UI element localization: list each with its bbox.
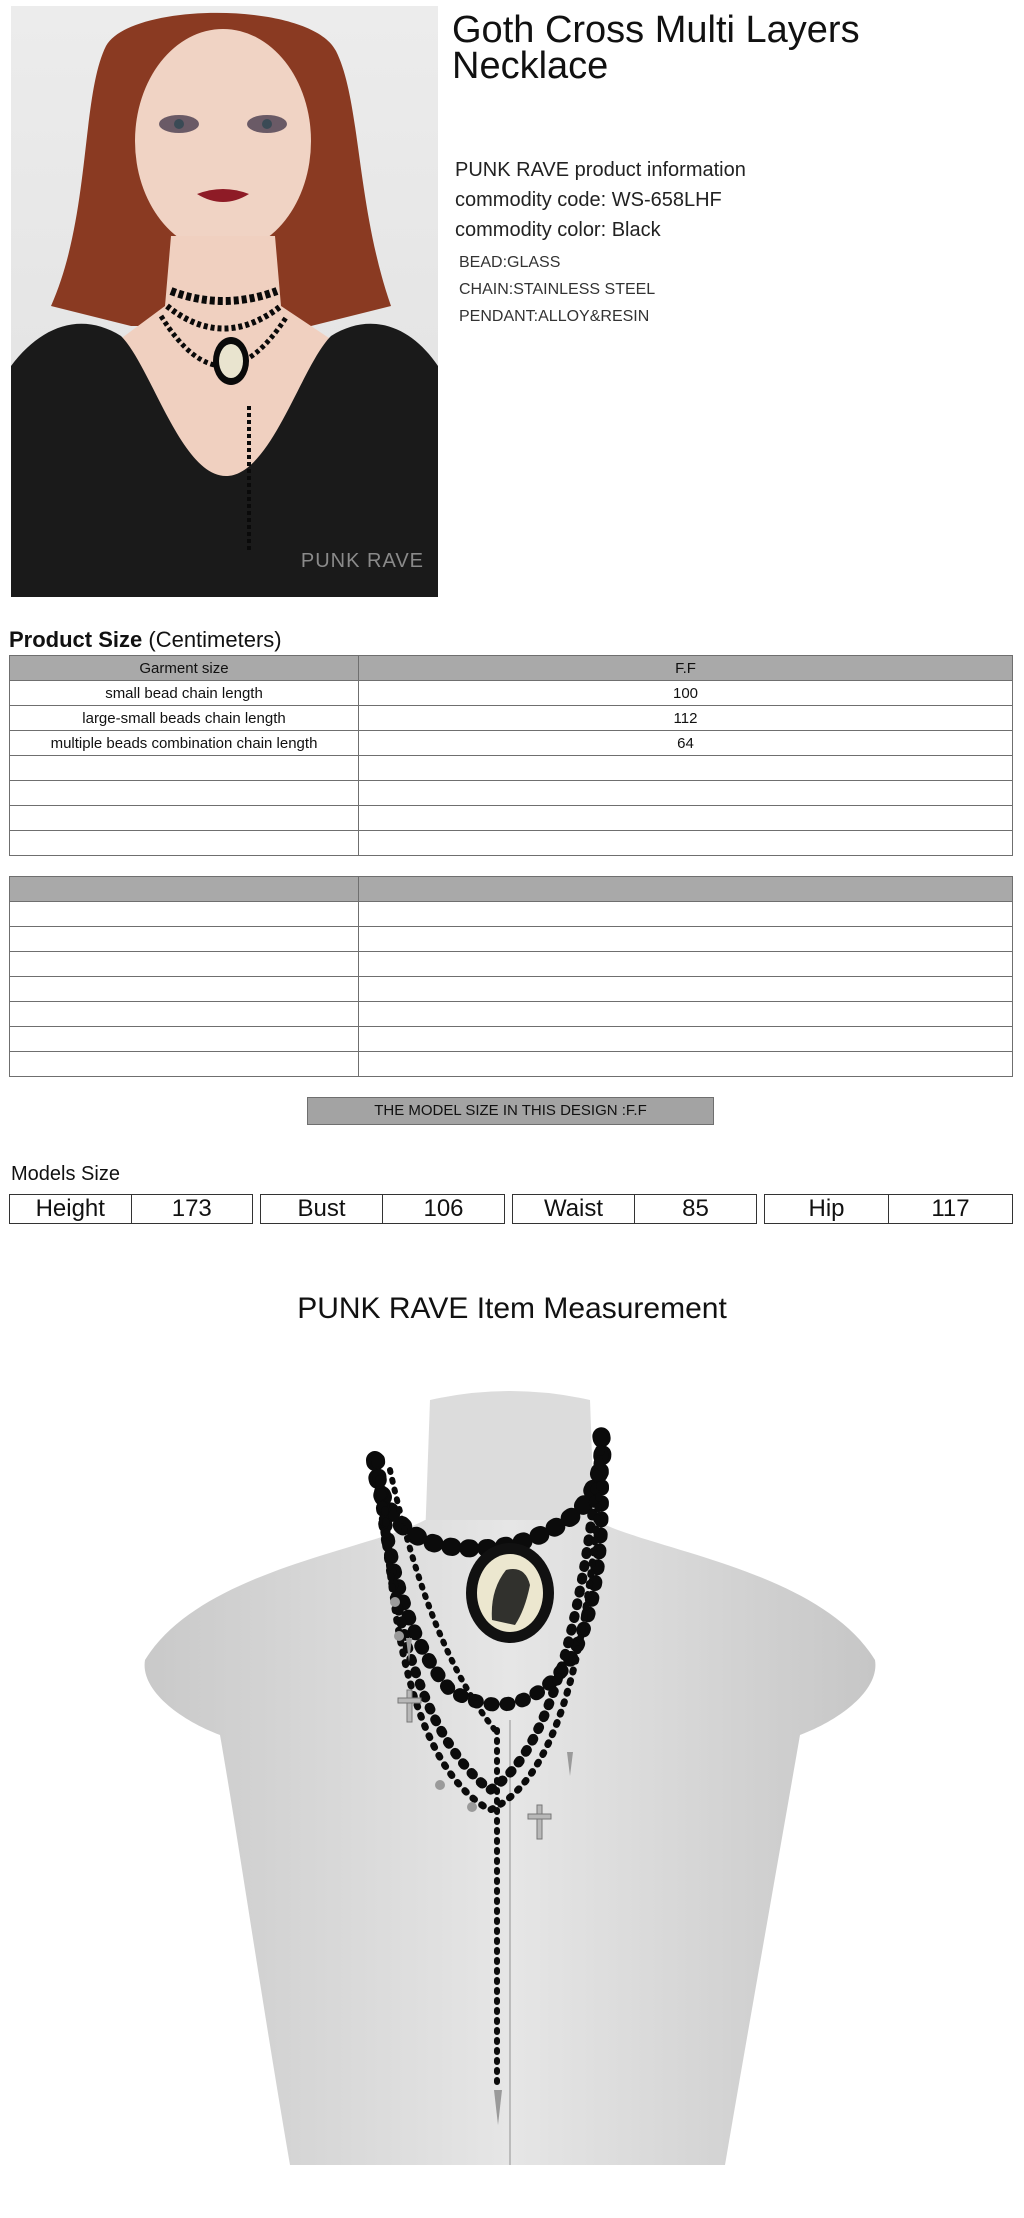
measure-value: 117	[931, 1195, 970, 1222]
measure-value: 106	[423, 1195, 464, 1222]
product-info	[455, 155, 995, 245]
row-label: multiple beads combination chain length	[10, 731, 359, 756]
empty-row	[10, 1002, 1013, 1027]
models-size-label: Models Size	[11, 1163, 120, 1185]
measure-label: Height	[10, 1195, 132, 1223]
table-row	[10, 731, 1013, 756]
empty-row	[10, 952, 1013, 977]
row-value: 100	[359, 681, 1013, 706]
spec-pendant: PENDANT:ALLOY&RESIN	[459, 308, 650, 325]
row-label: small bead chain length	[10, 681, 359, 706]
model-photo	[11, 6, 438, 597]
spec-bead: BEAD:GLASS	[459, 254, 561, 271]
commodity-color: commodity color: Black	[455, 219, 661, 241]
info-heading: PUNK RAVE product information	[455, 159, 746, 181]
extra-size-table	[9, 876, 1013, 1077]
measure-bust	[260, 1194, 505, 1224]
photo-watermark: PUNK RAVE	[300, 550, 424, 572]
measure-label: Hip	[765, 1195, 889, 1223]
measure-label: Waist	[513, 1195, 635, 1223]
measure-height	[9, 1194, 253, 1224]
empty-row	[10, 1052, 1013, 1077]
empty-row	[10, 806, 1013, 831]
measurement-title: PUNK RAVE Item Measurement	[297, 1292, 727, 1325]
empty-row	[10, 927, 1013, 952]
model-size-banner: THE MODEL SIZE IN THIS DESIGN :F.F	[307, 1097, 714, 1125]
size-table-header	[10, 656, 1013, 681]
empty-row	[10, 781, 1013, 806]
size-heading-title: Product Size	[9, 627, 143, 652]
measure-hip	[764, 1194, 1013, 1224]
empty-row	[10, 977, 1013, 1002]
row-value: 64	[359, 731, 1013, 756]
measure-value: 173	[171, 1195, 212, 1222]
size-heading	[9, 627, 282, 653]
mannequin-photo	[140, 1390, 880, 2165]
product-title: Goth Cross Multi Layers Necklace	[452, 9, 860, 87]
row-label: large-small beads chain length	[10, 706, 359, 731]
row-value: 112	[359, 706, 1013, 731]
cameo-pendant-icon	[466, 1543, 554, 1643]
model-illustration	[11, 6, 438, 597]
table-row	[10, 681, 1013, 706]
empty-row	[10, 831, 1013, 856]
material-specs	[459, 249, 655, 330]
extra-table-header	[10, 877, 1013, 902]
empty-row	[10, 902, 1013, 927]
empty-row	[10, 1027, 1013, 1052]
measure-label: Bust	[261, 1195, 383, 1223]
size-unit: (Centimeters)	[148, 627, 282, 652]
header-garment-size: Garment size	[10, 656, 359, 681]
empty-row	[10, 756, 1013, 781]
header-ff: F.F	[359, 656, 1013, 681]
measure-value: 85	[682, 1195, 709, 1222]
spec-chain: CHAIN:STAINLESS STEEL	[459, 281, 656, 298]
mannequin-illustration	[140, 1390, 880, 2165]
measure-waist	[512, 1194, 757, 1224]
size-table	[9, 655, 1013, 856]
table-row	[10, 706, 1013, 731]
commodity-code: commodity code: WS-658LHF	[455, 189, 722, 211]
